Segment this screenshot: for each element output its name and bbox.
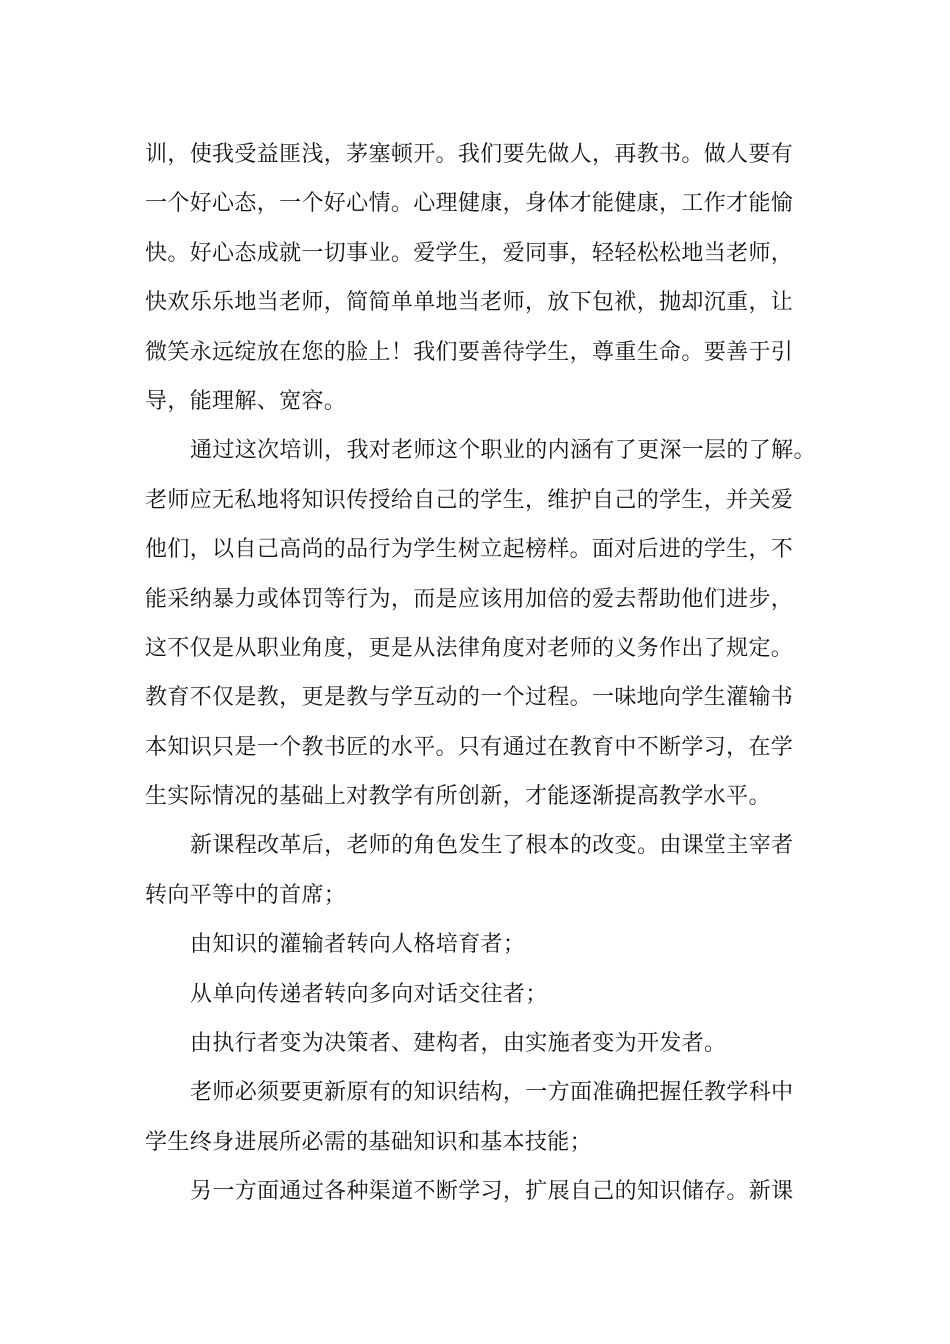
text-line: 本知识只是一个教书匠的水平。只有通过在教育中不断学习，在学: [145, 734, 794, 760]
paragraph-start-line: 另一方面通过各种渠道不断学习，扩展自己的知识储存。新课: [190, 1179, 794, 1205]
text-line: 一个好心态，一个好心情。心理健康，身体才能健康，工作才能愉: [145, 191, 794, 217]
text-line: 教育不仅是教，更是教与学互动的一个过程。一味地向学生灌输书: [145, 685, 794, 711]
text-line: 快欢乐乐地当老师，简简单单地当老师，放下包袱，抛却沉重，让: [145, 290, 794, 316]
paragraph-start-line: 由执行者变为决策者、建构者，由实施者变为开发者。: [190, 1031, 727, 1057]
text-line: 这不仅是从职业角度，更是从法律角度对老师的义务作出了规定。: [145, 635, 794, 661]
document-body: [145, 130, 815, 1217]
text-line: 快。好心态成就一切事业。爱学生，爱同事，轻轻松松地当老师，: [145, 240, 794, 266]
text-line: 能采纳暴力或体罚等行为，而是应该用加倍的爱去帮助他们进步，: [145, 586, 794, 612]
paragraph-start-line: 通过这次培训，我对老师这个职业的内涵有了更深一层的了解。: [190, 438, 816, 464]
paragraph-start-line: 老师必须要更新原有的知识结构，一方面准确把握任教学科中: [190, 1080, 794, 1106]
text-line: 生实际情况的基础上对教学有所创新，才能逐渐提高教学水平。: [145, 784, 771, 810]
paragraph-start-line: 从单向传递者转向多向对话交往者；: [190, 981, 548, 1007]
text-line: 转向平等中的首席；: [145, 882, 347, 908]
text-line: 训，使我受益匪浅，茅塞顿开。我们要先做人，再教书。做人要有: [145, 142, 794, 167]
text-line: 导，能理解、宽容。: [145, 388, 347, 414]
text-line: 他们，以自己高尚的品行为学生树立起榜样。面对后进的学生，不: [145, 537, 794, 563]
text-line: 学生终身进展所必需的基础知识和基本技能；: [145, 1129, 593, 1155]
text-line: 微笑永远绽放在您的脸上！我们要善待学生，尊重生命。要善于引: [145, 339, 794, 365]
text-line: 老师应无私地将知识传授给自己的学生，维护自己的学生，并关爱: [145, 487, 794, 513]
paragraph-start-line: 由知识的灌输者转向人格培育者；: [190, 932, 526, 958]
paragraph-start-line: 新课程改革后，老师的角色发生了根本的改变。由课堂主宰者: [190, 833, 794, 859]
